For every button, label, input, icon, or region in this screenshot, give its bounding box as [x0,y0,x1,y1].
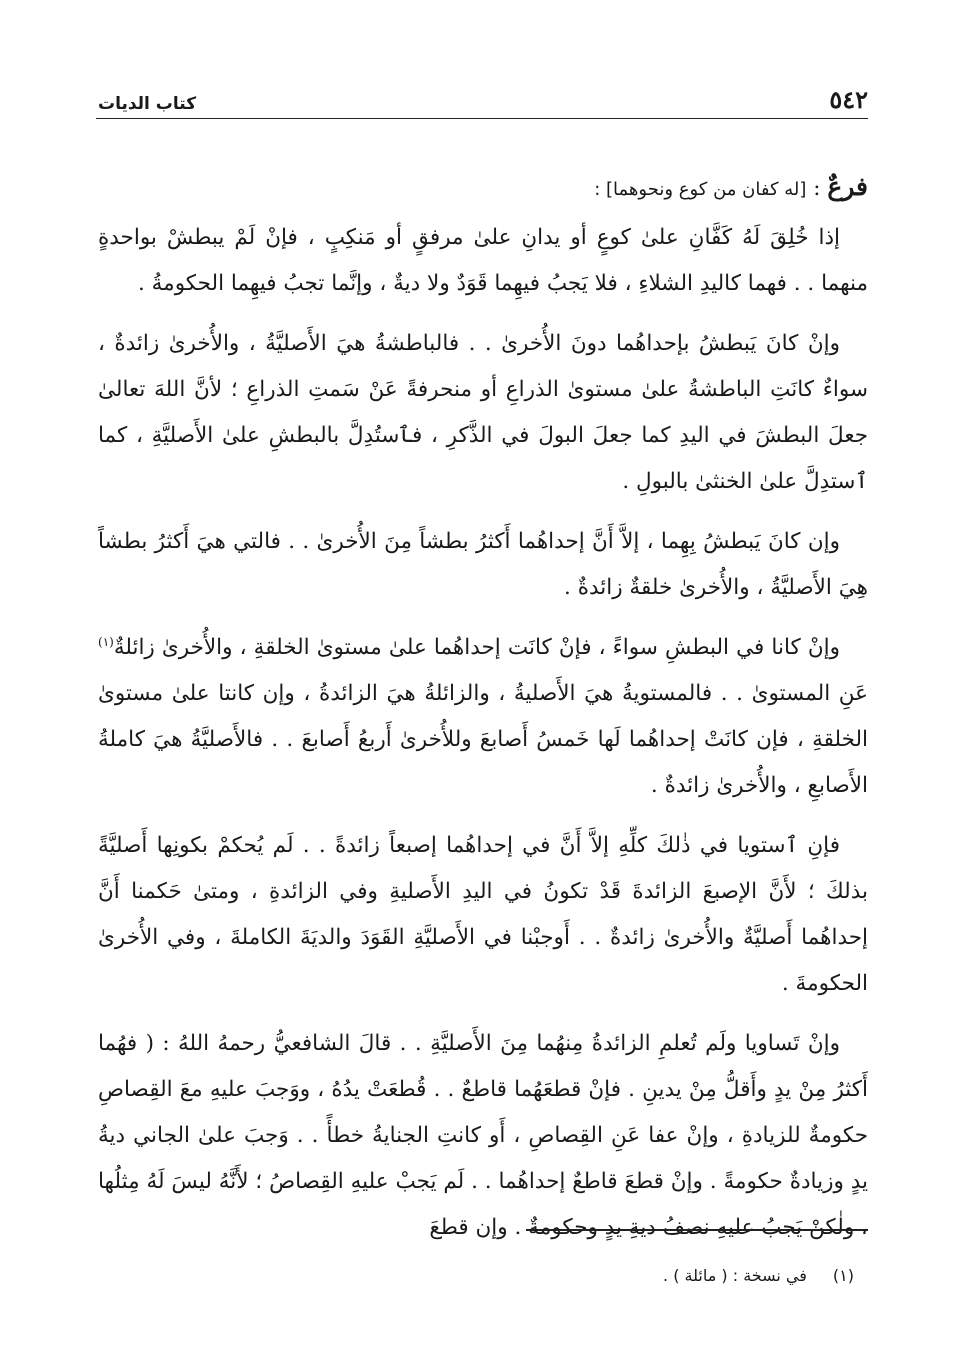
paragraph-4 [98,625,868,809]
paragraph-4-part-1: وإنْ كانا في البطشِ سواءً ، فإنْ كانَت إحداهُما علىٰ مستوىٰ الخلقةِ ، والأُخرىٰ زائلةٌ [113,635,840,660]
section-heading [98,164,868,213]
paragraph-4-part-2: عَنِ المستوىٰ . . فالمستويةُ هيَ الأَصليةُ ، والزائلةُ هيَ الزائدةُ ، وإن كانتا علىٰ مستوىٰ الخلقةِ ، فإن كانَتْ إحداهُما لَها خَمسُ أَصابعَ وللأُخرىٰ أَربعُ أَصابعَ . . فالأَصليَّةُ هيَ كاملةُ الأَصابعِ ، والأُخرىٰ زائدةٌ . [98,681,868,798]
footnote-rule [526,1229,868,1231]
section-label: فرعٌ [827,172,868,201]
section-separator: : [806,176,828,201]
footnote-text: في نسخة : ( مائلة ) . [663,1266,807,1285]
running-title: كتاب الديات [98,94,197,114]
header-rule [96,118,868,119]
main-text [98,164,868,1265]
page-number: ٥٤٢ [829,85,868,114]
footnote-number: (١) [832,1266,854,1285]
paragraph-2: وإنْ كانَ يَبطشُ بإحداهُما دونَ الأُخرىٰ . . فالباطشةُ هيَ الأَصليَّةُ ، والأُخرىٰ زائدةٌ ، سواءٌ كانَتِ الباطشةُ علىٰ مستوىٰ الذراعِ أو منحرفةً عَنْ سَمتِ الذراعِ ؛ لأنَّ اللهَ تعالىٰ جعلَ البطشَ في اليدِ كما جعلَ البولَ في الذَّكرِ ، فٱستُدِلَّ بالبطشِ علىٰ الأَصليَّةِ ، كما ٱستدِلَّ علىٰ الخنثىٰ بالبولِ . [98,331,868,494]
paragraph-3: وإن كانَ يَبطشُ بِهِما ، إلاَّ أَنَّ إحداهُما أَكثرُ بطشاً مِنَ الأُخرىٰ . . فالتي هيَ أَكثرُ بطشاً هِيَ الأَصليَّةُ ، والأُخرىٰ خلقةٌ زائدةٌ . [98,529,868,600]
section-title: [له كفان من كوع ونحوهما] : [594,179,807,200]
footnote [98,1262,854,1290]
paragraph-5: فإنِ ٱستويا في ذٰلكَ كلِّهِ إلاَّ أَنَّ في إحداهُما إصبعاً زائدةً . . لَم يُحكمْ بكونِها أَصليَّةً بذلكَ ؛ لأَنَّ الإصبعَ الزائدةَ قَدْ تكونُ في اليدِ الأَصليةِ وفي الزائدةِ ، ومتىٰ حَكمنا أَنَّ إحداهُما أَصليَّةٌ والأُخرىٰ زائدةٌ . . أَوجبْنا في الأَصليَّةِ القَوَدَ والديَةَ الكاملةَ ، وفي الأُخرىٰ الحكومةَ . [98,833,868,996]
footnote-marker: (١) [98,634,114,649]
paragraph-6: وإنْ تَساويا ولَم تُعلمِ الزائدةُ مِنهُما مِنَ الأَصليَّةِ . . قالَ الشافعيُّ رحمهُ اللهُ : ( فهُما أَكثرُ مِنْ يدٍ وأَقلُّ مِنْ يدينِ . فإنْ قطعَهُما قاطعٌ . . قُطعَتْ يدُهُ ، ووَجبَ عليهِ معَ القِصاصِ حكومةٌ للزيادةِ ، وإنْ عفا عَنِ القِصاصِ ، أَو كانتِ الجنايةُ خطأً . . وَجبَ علىٰ الجاني ديةُ يدٍ وزيادةٌ حكومةً . وإنْ قطعَ قاطعٌ إحداهُما . . لَم يَجبْ عليهِ القِصاصُ ؛ لأَنَّهُ ليسَ لَهُ مِثلُها ، ولٰكنْ يَجبُ عليهِ نصفُ ديةِ يدٍ وحكومةٌ . وإن قطعَ [98,1031,868,1240]
paragraph-1: إذا خُلِقَ لَهُ كَفَّانِ علىٰ كوعٍ أو يدانِ علىٰ مرفقٍ أو مَنكِبٍ ، فإنْ لَمْ يبطشْ بواحدةٍ منهما . . فهما كاليدِ الشلاءِ ، فلا يَجبُ فيهِما قَوَدٌ ولا ديةٌ ، وإنَّما تجبُ فيهِما الحكومةُ . [98,225,868,296]
page-header [98,78,868,114]
